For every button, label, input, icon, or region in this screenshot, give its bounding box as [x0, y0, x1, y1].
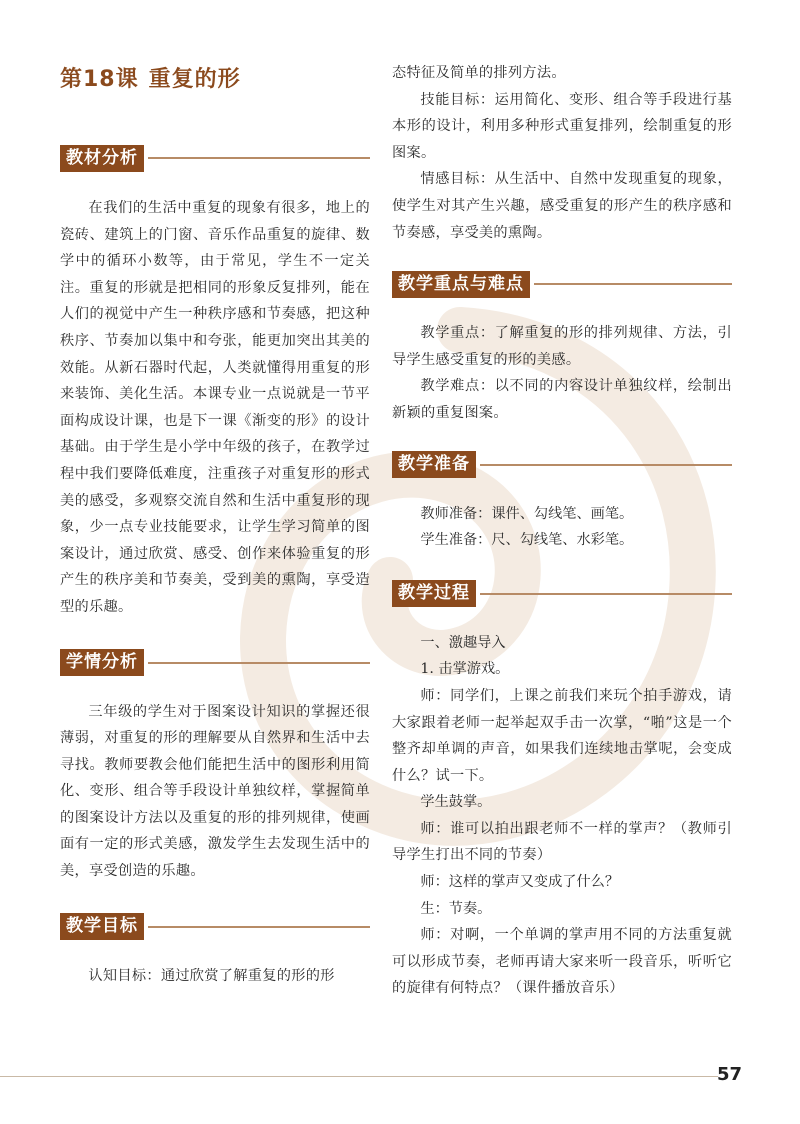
section-rule: [148, 157, 370, 159]
footer-rule: [0, 1076, 718, 1077]
section-label: 教学准备: [392, 451, 476, 478]
goal-cognitive-end: 态特征及简单的排列方法。: [392, 65, 566, 81]
goal-emotion: 情感目标：从生活中、自然中发现重复的现象，使学生对其产生兴趣，感受重复的形产生的秩序感和节奏感，享受美的熏陶。: [392, 171, 732, 241]
section-label: 教学目标: [60, 913, 144, 940]
process-dialogue: 师：同学们，上课之前我们来玩个拍手游戏，请大家跟着老师一起举起双手击一次掌，“啪”这是一个整齐却单调的声音，如果我们连续地击掌呢，会变成什么？试一下。: [392, 687, 732, 784]
process-dialogue: 生：节奏。: [420, 900, 492, 917]
left-column: [60, 60, 370, 989]
section-label: 教学重点与难点: [392, 271, 530, 298]
lesson-number: 第18课: [60, 67, 139, 92]
process-dialogue: 学生鼓掌。: [420, 794, 492, 811]
section-label: 学情分析: [60, 649, 144, 676]
goal-skill: 技能目标：运用简化、变形、组合等手段进行基本形的设计，利用多种形式重复排列，绘制重复的形图案。: [392, 91, 732, 161]
process-dialogue: 师：谁可以拍出跟老师不一样的掌声？（教师引导学生打出不同的节奏）: [392, 820, 732, 864]
section-heading-preparation: [392, 451, 732, 479]
section-rule: [480, 593, 732, 595]
section-rule: [534, 283, 732, 285]
key-point: 教学重点：了解重复的形的排列规律、方法，引导学生感受重复的形的美感。: [392, 325, 732, 368]
section-label: 教学过程: [392, 580, 476, 607]
section-heading-goals: [60, 913, 370, 941]
section-label: 教材分析: [60, 145, 144, 172]
section-heading-process: [392, 580, 732, 608]
section-heading-students: [60, 649, 370, 677]
teacher-preparation: 教师准备：课件、勾线笔、画笔。: [420, 505, 634, 522]
goal-cognitive-start: 认知目标：通过欣赏了解重复的形的形: [88, 967, 335, 984]
right-column: [392, 60, 732, 1002]
section-heading-materials: [60, 144, 370, 172]
materials-paragraph: 在我们的生活中重复的现象有很多，地上的瓷砖、建筑上的门窗、音乐作品重复的旋律、数学中的循环小数等，由于常见，学生不一定关注。重复的形就是把相同的形象反复排列，能在人们的视觉中产生一种秩序感和节奏感，把这种秩序、节奏加以集中和夸张，能更加突出其美的效能。从新石器时代起，人类就懂得用重复的形来装饰、美化生活。本课专业一点说就是一节平面构成设计课，也是下一课《渐变的形》的设计基础。由于学生是小学中年级的孩子，在教学过程中我们要降低难度，注重孩子对重复形的形式美的感受，多观察交流自然和生活中重复形的现象，少一点专业技能要求，让学生学习简单的图案设计，通过欣赏、感受、创作来体验重复的形产生的秩序美和节奏美，受到美的熏陶，享受造型的乐趣。: [60, 200, 370, 615]
page-number: 57: [716, 1064, 742, 1085]
process-substep: 1. 击掌游戏。: [420, 661, 510, 678]
process-step-heading: 一、激趣导入: [420, 634, 506, 651]
students-paragraph: 三年级的学生对于图案设计知识的掌握还很薄弱，对重复的形的理解要从自然界和生活中去寻找。教师要教会他们能把生活中的图形利用简化、变形、组合等手段设计单独纹样，掌握简单的图案设计方法以及重复的形的排列规律，使画面有一定的形式美感，激发学生去发现生活中的美，享受创造的乐趣。: [60, 703, 370, 880]
process-dialogue: 师：对啊，一个单调的掌声用不同的方法重复就可以形成节奏，老师再请大家来听一段音乐，听听它的旋律有何特点？（课件播放音乐）: [392, 927, 732, 997]
section-heading-key-points: [392, 270, 732, 298]
lesson-name: 重复的形: [148, 67, 241, 92]
difficulty-point: 教学难点：以不同的内容设计单独纹样，绘制出新颖的重复图案。: [392, 378, 732, 421]
section-rule: [148, 662, 370, 664]
page-footer: [0, 1062, 800, 1092]
section-rule: [148, 926, 370, 928]
process-dialogue: 师：这样的掌声又变成了什么？: [420, 874, 620, 891]
section-rule: [480, 464, 732, 466]
student-preparation: 学生准备：尺、勾线笔、水彩笔。: [420, 532, 634, 549]
lesson-title: [60, 62, 370, 92]
